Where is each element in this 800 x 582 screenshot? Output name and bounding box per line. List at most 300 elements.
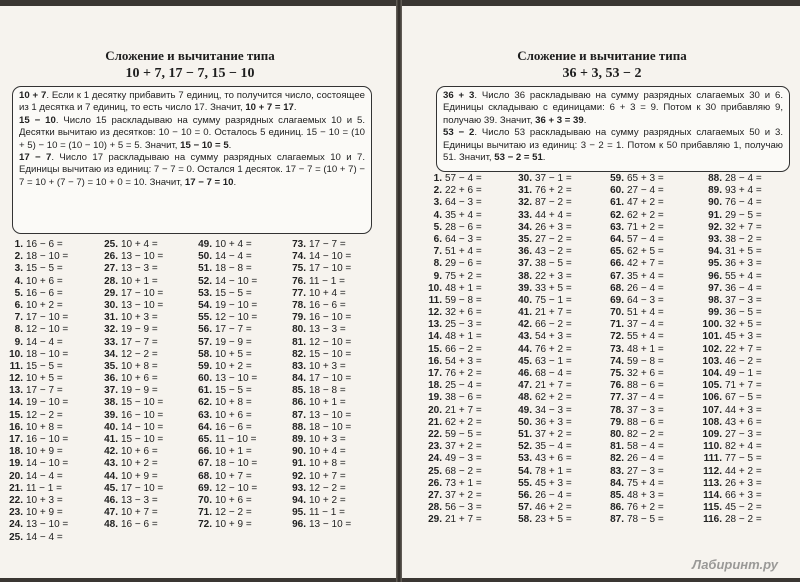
exercise-item — [424, 490, 512, 502]
exercise-item — [512, 197, 604, 209]
exercise-number: 11. — [428, 294, 442, 306]
exercise-number: 22. — [428, 428, 442, 440]
exercise-number: 79. — [610, 416, 624, 428]
exercise-expression: 48 + 1 = — [445, 282, 482, 294]
exercise-item — [604, 331, 696, 343]
exercise-number: 42. — [518, 319, 532, 331]
exercise-expression: 82 + 4 = — [725, 441, 762, 453]
exercise-number: 11. — [9, 360, 23, 372]
exercise-number: 96. — [292, 519, 306, 531]
exercise-number: 82. — [610, 453, 624, 465]
exercise-item — [696, 295, 794, 307]
exercise-number: 27. — [428, 489, 442, 501]
exercise-number: 100. — [702, 319, 722, 331]
exercise-expression: 43 + 6 = — [535, 453, 572, 465]
exercise-expression: 10 + 7 = — [309, 470, 346, 482]
exercise-number: 64. — [198, 421, 212, 433]
exercise-number: 46. — [104, 494, 118, 506]
exercise-number: 1. — [14, 239, 23, 250]
exercise-expression: 38 − 6 = — [445, 392, 482, 404]
exercise-expression: 18 − 8 = — [215, 263, 252, 275]
exercise-expression: 57 − 4 = — [627, 233, 664, 245]
exercise-expression: 26 − 4 = — [627, 453, 664, 465]
exercise-item — [512, 502, 604, 514]
exercise-expression: 10 + 4 = — [215, 239, 252, 250]
exercise-number: 53. — [518, 453, 532, 465]
exercise-item — [604, 210, 696, 222]
right-exercise-grid — [424, 173, 794, 526]
exercise-expression: 55 + 4 = — [627, 331, 664, 343]
exercise-expression: 37 − 3 = — [627, 404, 664, 416]
exercise-expression: 88 − 6 = — [627, 380, 664, 392]
exercise-item — [424, 417, 512, 429]
exercise-expression: 68 − 2 = — [445, 465, 482, 477]
exercise-expression: 35 + 4 = — [627, 270, 664, 282]
exercise-item — [424, 453, 512, 465]
rule-tail: . — [228, 139, 232, 151]
exercise-number: 91. — [292, 458, 306, 470]
rule-paragraph — [443, 90, 783, 127]
exercise-expression: 64 − 3 = — [445, 233, 482, 245]
exercise-number: 39. — [518, 282, 532, 294]
exercise-item — [6, 373, 98, 385]
exercise-item — [192, 288, 286, 300]
left-title-line1: Сложение и вычитание типа — [105, 48, 275, 63]
rule-paragraph — [19, 90, 365, 115]
exercise-item — [696, 271, 794, 283]
exercise-number: 69. — [198, 482, 212, 494]
exercise-expression: 15 − 5 = — [215, 287, 252, 299]
exercise-number: 19. — [9, 458, 23, 470]
exercise-item — [696, 514, 794, 526]
exercise-item — [424, 234, 512, 246]
exercise-number: 33. — [104, 336, 118, 348]
exercise-number: 68. — [610, 282, 624, 294]
exercise-expression: 62 + 2 = — [445, 416, 482, 428]
exercise-item — [286, 446, 378, 458]
exercise-expression: 64 − 3 = — [627, 294, 664, 306]
exercise-expression: 32 + 6 = — [627, 368, 664, 379]
exercise-item — [424, 405, 512, 417]
exercise-expression: 17 − 7 = — [215, 324, 252, 336]
exercise-item — [6, 239, 98, 251]
exercise-item — [604, 344, 696, 356]
exercise-expression: 26 − 4 = — [535, 489, 572, 501]
exercise-item — [98, 276, 192, 288]
exercise-item — [696, 197, 794, 209]
exercise-number: 41. — [518, 307, 532, 319]
exercise-number: 105. — [702, 380, 722, 392]
exercise-item — [512, 429, 604, 441]
exercise-expression: 12 − 2 = — [121, 348, 158, 360]
exercise-number: 108. — [702, 416, 722, 428]
exercise-item — [424, 197, 512, 209]
exercise-item — [424, 331, 512, 343]
exercise-number: 97. — [708, 282, 722, 294]
exercise-item — [424, 246, 512, 258]
exercise-number: 31. — [518, 185, 532, 197]
exercise-expression: 14 − 4 = — [26, 470, 63, 482]
exercise-expression: 13 − 10 = — [121, 251, 164, 263]
exercise-number: 72. — [198, 519, 212, 531]
right-rule-box — [436, 86, 790, 172]
exercise-number: 7. — [433, 246, 442, 258]
exercise-item — [696, 258, 794, 270]
exercise-item — [512, 295, 604, 307]
exercise-item — [98, 324, 192, 336]
exercise-item — [6, 397, 98, 409]
exercise-expression: 14 − 10 = — [215, 275, 258, 287]
exercise-number: 45. — [104, 482, 118, 494]
exercise-number: 107. — [702, 404, 722, 416]
exercise-number: 83. — [610, 465, 624, 477]
exercise-number: 95. — [708, 258, 722, 270]
exercise-item — [286, 276, 378, 288]
exercise-expression: 67 − 5 = — [725, 392, 762, 404]
rule-result: 36 + 3 = 39 — [535, 114, 584, 126]
exercise-item — [424, 441, 512, 453]
exercise-number: 58. — [518, 514, 532, 526]
exercise-number: 73. — [610, 343, 624, 355]
exercise-item — [424, 185, 512, 197]
exercise-number: 20. — [428, 404, 442, 416]
exercise-expression: 12 − 2 = — [26, 409, 63, 421]
exercise-item — [424, 429, 512, 441]
exercise-item — [696, 453, 794, 465]
exercise-number: 80. — [610, 428, 624, 440]
exercise-expression: 29 − 6 = — [445, 258, 482, 270]
exercise-expression: 17 − 7 = — [309, 239, 346, 250]
exercise-expression: 36 + 3 = — [535, 416, 572, 428]
exercise-item — [192, 495, 286, 507]
exercise-number: 34. — [104, 348, 118, 360]
exercise-expression: 38 − 2 = — [725, 233, 762, 245]
exercise-item — [192, 483, 286, 495]
exercise-item — [286, 324, 378, 336]
exercise-item — [192, 276, 286, 288]
exercise-number: 31. — [104, 312, 118, 324]
exercise-item — [424, 222, 512, 234]
exercise-expression: 22 + 3 = — [535, 270, 572, 282]
exercise-number: 89. — [292, 434, 306, 445]
exercise-item — [286, 349, 378, 361]
exercise-expression: 48 + 3 = — [627, 489, 664, 501]
exercise-expression: 43 + 6 = — [725, 416, 762, 428]
exercise-item — [424, 173, 512, 185]
exercise-item — [512, 417, 604, 429]
exercise-expression: 46 + 2 = — [535, 502, 572, 514]
exercise-item — [98, 251, 192, 263]
exercise-expression: 32 + 5 = — [725, 319, 762, 331]
exercise-number: 71. — [610, 319, 624, 331]
exercise-item — [98, 397, 192, 409]
exercise-item — [98, 385, 192, 397]
exercise-item — [696, 344, 794, 356]
exercise-number: 94. — [708, 246, 722, 258]
exercise-item — [192, 385, 286, 397]
exercise-expression: 10 + 2 = — [121, 458, 158, 470]
exercise-item — [424, 271, 512, 283]
exercise-item — [512, 380, 604, 392]
right-title-line2: 36 + 3, 53 − 2 — [562, 66, 642, 81]
exercise-item — [192, 251, 286, 263]
exercise-column — [192, 239, 286, 544]
exercise-number: 48. — [518, 392, 532, 404]
exercise-item — [512, 258, 604, 270]
exercise-expression: 11 − 1 = — [309, 275, 345, 287]
exercise-number: 2. — [14, 251, 23, 263]
exercise-number: 24. — [428, 453, 442, 465]
exercise-item — [424, 380, 512, 392]
exercise-item — [6, 385, 98, 397]
exercise-expression: 56 − 3 = — [445, 502, 482, 514]
exercise-column — [696, 173, 794, 526]
exercise-item — [512, 368, 604, 380]
exercise-expression: 37 + 2 = — [445, 489, 482, 501]
exercise-item — [98, 422, 192, 434]
exercise-column — [6, 239, 98, 544]
exercise-expression: 18 − 8 = — [309, 385, 346, 397]
exercise-expression: 25 − 4 = — [445, 380, 482, 392]
exercise-item — [696, 173, 794, 185]
exercise-expression: 76 − 4 = — [725, 197, 762, 209]
exercise-item — [6, 263, 98, 275]
exercise-number: 66. — [610, 258, 624, 270]
exercise-number: 83. — [292, 360, 306, 372]
rule-text: . Число 17 раскладываю на сумму разрядных слагаемых 10 и 7. Единицы вычитаю из единиц: 7 − 7 = 0. Остался 1 десяток. 17 − 7 = (10 + 7) − 7 = 10 + (7 − 7) = 10 + 0 = 10. Значит, — [19, 152, 365, 188]
exercise-number: 84. — [292, 373, 306, 385]
exercise-number: 53. — [198, 287, 212, 299]
exercise-item — [696, 222, 794, 234]
exercise-item — [604, 368, 696, 380]
exercise-expression: 10 + 8 = — [26, 421, 63, 433]
exercise-number: 27. — [104, 263, 118, 275]
exercise-expression: 48 + 1 = — [445, 331, 482, 343]
exercise-expression: 10 + 6 = — [26, 275, 63, 287]
exercise-number: 48. — [104, 519, 118, 531]
left-exercise-grid — [6, 239, 378, 544]
exercise-number: 63. — [610, 221, 624, 233]
exercise-number: 20. — [9, 470, 23, 482]
exercise-expression: 27 − 3 = — [627, 465, 664, 477]
exercise-expression: 10 + 5 = — [215, 348, 252, 360]
exercise-number: 15. — [428, 343, 442, 355]
exercise-item — [424, 478, 512, 490]
exercise-item — [696, 380, 794, 392]
exercise-item — [286, 300, 378, 312]
exercise-item — [192, 410, 286, 422]
exercise-number: 71. — [198, 507, 212, 519]
exercise-expression: 37 − 3 = — [725, 294, 762, 306]
rule-head: 17 − 7 — [19, 152, 52, 164]
exercise-item — [512, 478, 604, 490]
exercise-expression: 16 − 6 = — [121, 519, 158, 531]
exercise-number: 34. — [518, 221, 532, 233]
exercise-number: 99. — [708, 307, 722, 319]
exercise-number: 8. — [433, 258, 442, 270]
exercise-expression: 10 + 1 = — [309, 397, 346, 409]
exercise-number: 86. — [292, 397, 306, 409]
exercise-number: 8. — [14, 324, 23, 336]
exercise-item — [696, 356, 794, 368]
exercise-number: 86. — [610, 502, 624, 514]
exercise-item — [604, 258, 696, 270]
exercise-item — [286, 373, 378, 385]
exercise-expression: 28 − 4 = — [725, 173, 762, 184]
exercise-number: 63. — [198, 409, 212, 421]
exercise-item — [98, 373, 192, 385]
exercise-number: 81. — [292, 336, 306, 348]
exercise-expression: 16 − 6 = — [309, 299, 346, 311]
exercise-expression: 65 + 3 = — [627, 173, 664, 184]
exercise-expression: 76 + 2 = — [627, 502, 664, 514]
exercise-expression: 37 + 2 = — [445, 441, 482, 453]
exercise-item — [696, 185, 794, 197]
exercise-item — [286, 361, 378, 373]
exercise-expression: 10 + 6 = — [215, 494, 252, 506]
exercise-item — [696, 307, 794, 319]
exercise-item — [696, 429, 794, 441]
exercise-item — [512, 331, 604, 343]
exercise-item — [286, 263, 378, 275]
exercise-number: 36. — [104, 373, 118, 385]
exercise-item — [98, 349, 192, 361]
exercise-number: 101. — [702, 331, 722, 343]
exercise-expression: 36 + 3 = — [725, 258, 762, 270]
exercise-expression: 57 − 4 = — [445, 173, 482, 184]
exercise-item — [604, 514, 696, 526]
exercise-number: 78. — [292, 299, 306, 311]
exercise-expression: 15 − 10 = — [121, 397, 164, 409]
exercise-number: 30. — [104, 299, 118, 311]
exercise-number: 98. — [708, 294, 722, 306]
exercise-expression: 12 − 10 = — [215, 482, 258, 494]
exercise-number: 111. — [703, 453, 722, 465]
exercise-item — [696, 502, 794, 514]
exercise-expression: 17 − 10 = — [26, 312, 69, 324]
exercise-number: 4. — [433, 209, 442, 221]
exercise-number: 66. — [198, 446, 212, 458]
exercise-number: 25. — [428, 465, 442, 477]
exercise-number: 29. — [104, 287, 118, 299]
exercise-number: 35. — [104, 360, 118, 372]
exercise-expression: 87 − 2 = — [535, 197, 572, 209]
rule-text: . Число 15 раскладываю на сумму разрядных слагаемых 10 и 5. Десятки вычитаю из десятков: 10 − 10 = 0. Осталось 5 единиц. 15 − 10 = (10 + 5) − 10 = (10 − 10) + 5 = 5. Значит, — [19, 114, 365, 151]
exercise-number: 114. — [703, 489, 722, 501]
exercise-item — [6, 434, 98, 446]
exercise-expression: 28 − 2 = — [725, 514, 762, 526]
exercise-number: 113. — [703, 477, 722, 489]
exercise-column — [424, 173, 512, 526]
exercise-expression: 45 + 3 = — [725, 331, 762, 343]
exercise-number: 43. — [104, 458, 118, 470]
exercise-item — [512, 466, 604, 478]
exercise-expression: 36 − 4 = — [725, 282, 762, 294]
exercise-expression: 12 − 10 = — [309, 336, 352, 348]
exercise-expression: 32 + 7 = — [725, 221, 762, 233]
exercise-item — [512, 234, 604, 246]
exercise-expression: 37 − 4 = — [627, 319, 664, 331]
exercise-expression: 12 − 10 = — [215, 312, 258, 324]
exercise-expression: 10 + 2 = — [309, 494, 346, 506]
rule-paragraph — [19, 115, 365, 152]
exercise-expression: 10 + 3 = — [309, 434, 346, 445]
exercise-expression: 27 − 4 = — [627, 185, 664, 197]
rule-tail: . — [293, 102, 297, 114]
exercise-item — [604, 429, 696, 441]
exercise-expression: 15 − 10 = — [121, 434, 164, 445]
exercise-expression: 17 − 10 = — [121, 482, 164, 494]
exercise-item — [6, 300, 98, 312]
exercise-number: 38. — [518, 270, 532, 282]
exercise-item — [512, 307, 604, 319]
exercise-item — [98, 483, 192, 495]
exercise-expression: 10 + 4 = — [121, 239, 158, 250]
exercise-expression: 44 + 2 = — [725, 465, 762, 477]
exercise-item — [604, 453, 696, 465]
exercise-item — [98, 410, 192, 422]
exercise-number: 79. — [292, 312, 306, 324]
exercise-number: 96. — [708, 270, 722, 282]
exercise-number: 62. — [610, 209, 624, 221]
exercise-item — [192, 507, 286, 519]
exercise-item — [424, 392, 512, 404]
exercise-item — [424, 368, 512, 380]
exercise-item — [286, 519, 378, 531]
exercise-item — [192, 434, 286, 446]
exercise-number: 15. — [9, 409, 23, 421]
exercise-number: 36. — [518, 246, 532, 258]
exercise-item — [604, 222, 696, 234]
exercise-item — [604, 380, 696, 392]
exercise-expression: 21 + 7 = — [445, 404, 482, 416]
rule-result: 15 − 10 = 5 — [180, 139, 229, 151]
exercise-expression: 16 − 10 = — [26, 434, 69, 445]
exercise-expression: 10 + 2 = — [215, 360, 252, 372]
exercise-number: 18. — [428, 380, 442, 392]
exercise-expression: 14 − 4 = — [26, 336, 63, 348]
exercise-number: 51. — [518, 428, 532, 440]
exercise-expression: 13 − 3 = — [121, 263, 158, 275]
exercise-item — [424, 210, 512, 222]
exercise-expression: 51 + 4 = — [627, 307, 664, 319]
exercise-item — [192, 458, 286, 470]
exercise-number: 77. — [610, 392, 624, 404]
exercise-number: 6. — [14, 299, 23, 311]
left-title-line2: 10 + 7, 17 − 7, 15 − 10 — [125, 66, 255, 81]
exercise-expression: 10 + 1 = — [121, 275, 158, 287]
exercise-expression: 11 − 1 = — [309, 507, 345, 519]
exercise-item — [604, 441, 696, 453]
exercise-expression: 47 + 2 = — [627, 197, 664, 209]
exercise-item — [98, 300, 192, 312]
exercise-item — [286, 458, 378, 470]
exercise-number: 44. — [104, 470, 118, 482]
exercise-expression: 21 + 7 = — [535, 380, 572, 392]
exercise-item — [424, 466, 512, 478]
exercise-expression: 78 − 5 = — [627, 514, 664, 526]
exercise-expression: 55 + 4 = — [725, 270, 762, 282]
exercise-number: 65. — [198, 434, 212, 445]
exercise-expression: 19 − 10 = — [215, 299, 258, 311]
exercise-expression: 22 + 7 = — [725, 343, 762, 355]
exercise-item — [6, 276, 98, 288]
exercise-number: 57. — [198, 336, 212, 348]
exercise-number: 85. — [610, 489, 624, 501]
exercise-number: 85. — [292, 385, 306, 397]
exercise-expression: 10 + 8 = — [215, 397, 252, 409]
exercise-number: 39. — [104, 409, 118, 421]
